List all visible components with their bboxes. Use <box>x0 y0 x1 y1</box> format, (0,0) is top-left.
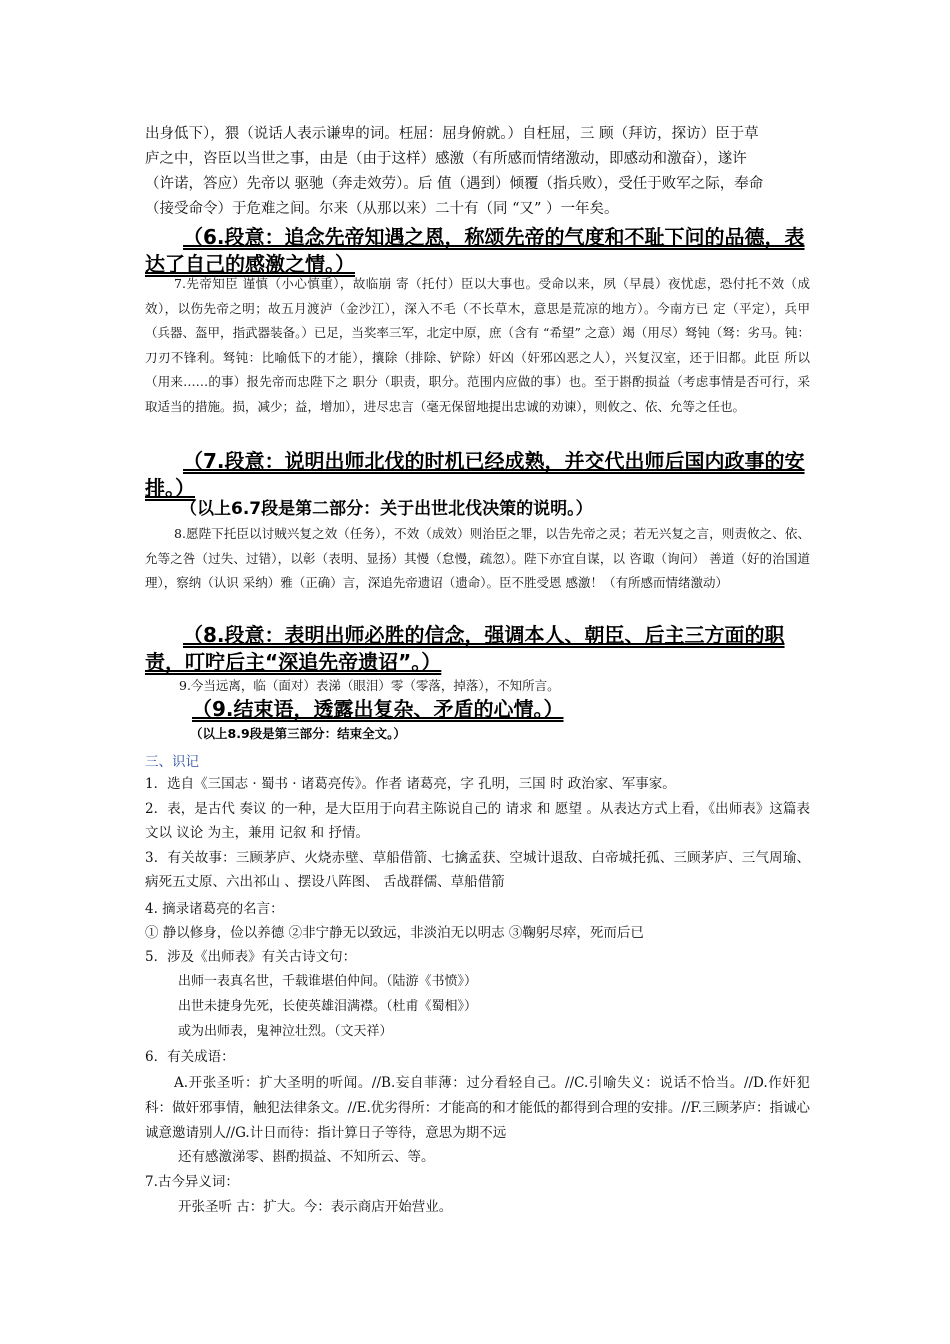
paragraph-8: 8.愿陛下托臣以讨贼兴复之效（任务），不效（成效）则治臣之罪，以告先帝之灵；若无兴复之言，则责攸之、依、允等之咎（过失、过错），以彰（表明、显扬）其慢（怠慢，疏忽）。陛下亦宜自谋，以 咨诹（询问） 善道（好的治国道理），察纳（认识 采纳）雅（正确）言，深追先帝遗诏（遗命）。臣不胜受恩 感激！（有所感而情绪激动） <box>145 526 810 590</box>
paragraph-6-line-3: （许诺，答应）先帝以 驱驰（奔走效劳）。后 值（遇到）倾覆（指兵败），受任于败军之际，奉命 <box>145 176 764 192</box>
memorize-item-7: 7.古今异义词： <box>145 1174 239 1190</box>
memorize-item-3: 3．有关故事：三顾茅庐、火烧赤壁、草船借箭、七擒孟获、空城计退敌、白帝城托孤、三顾茅庐、三气周瑜、病死五丈原、六出祁山 、摆设八阵图、 舌战群儒、草船借箭 <box>145 850 810 890</box>
part-3-note: （以上8.9段是第三部分：结束全文。） <box>190 726 406 741</box>
summary-8: （8.段意：表明出师必胜的信念，强调本人、朝臣、后主三方面的职责，叮咛后主“深追先帝遗诏”。） <box>145 623 785 674</box>
section-title-memorize: 三、识记 <box>145 754 199 770</box>
paragraph-6 <box>145 122 810 222</box>
idioms-extra: 还有感激涕零、斟酌损益、不知所云、等。 <box>178 1149 435 1165</box>
poem-line-2: 出世未捷身先死，长使英雄泪满襟。（杜甫《蜀相》） <box>178 999 478 1014</box>
summary-7: （7.段意：说明出师北伐的时机已经成熟，并交代出师后国内政事的安排。） <box>145 449 805 500</box>
summary-6: （6.段意：追念先帝知遇之恩，称颂先帝的气度和不耻下问的品德，表达了自己的感激之情。） <box>145 225 805 276</box>
memorize-item-6: 6．有关成语： <box>145 1049 235 1065</box>
memorize-item-1: 1．选自《三国志 · 蜀书 · 诸葛亮传》。作者 诸葛亮，字 孔明，三国 时 政治家、军事家。 <box>145 776 676 792</box>
memorize-item-2: 2．表，是古代 奏议 的一种，是大臣用于向君主陈说自己的 请求 和 愿望 。从表达方式上看，《出师表》这篇表文以 议论 为主，兼用 记叙 和 抒情。 <box>145 801 810 841</box>
poem-line-1: 出师一表真名世，千载谁堪伯仲间。（陆游《书愤》） <box>178 974 478 989</box>
idioms-list: A.开张圣听：扩大圣明的听闻。//B.妄自菲薄：过分看轻自己。//C.引喻失义：说话不恰当。//D.作奸犯科：做奸邪事情，触犯法律条文。//E.优劣得所：才能高的和才能低的都得到合理的安排。//F.三顾茅庐：指诚心诚意邀请别人//G.计日而待：指计算日子等待，意思为期不远 <box>145 1075 810 1141</box>
summary-9: （9.结束语，透露出复杂、矛盾的心情。） <box>192 697 564 721</box>
part-2-note: （以上6.7段是第二部分：关于出世北伐决策的说明。） <box>180 499 593 519</box>
quotes-list: ① 静以修身，俭以养德 ②非宁静无以致远，非淡泊无以明志 ③鞠躬尽瘁，死而后已 <box>145 925 644 941</box>
paragraph-6-line-1: 出身低下），猥（说话人表示谦卑的词。枉屈：屈身俯就。）自枉屈，三 顾（拜访，探访）臣于草 <box>145 126 759 142</box>
memorize-item-4: 4. 摘录诸葛亮的名言： <box>145 901 284 917</box>
paragraph-7: 7.先帝知臣 谨慎（小心慎重），故临崩 寄（托付）臣以大事也。受命以来，夙（早晨）夜忧虑，恐付托不效（成效），以伤先帝之明；故五月渡泸（金沙江），深入不毛（不长草木，意思是荒凉的地方）。今南方已 定（平定），兵甲（兵器、盔甲，指武器装备。）已足，当奖率三军，北定中原，庶（含有 “希望” 之意）竭（用尽）驽钝（驽：劣马。钝：刀刃不锋利。驽钝：比喻低下的才能），攘除（排除、铲除）奸凶（奸邪凶恶之人），兴复汉室，还于旧都。此臣 所以（用来……的事）报先帝而忠陛下之 职分（职责，职分。范围内应做的事）也。至于斟酌损益（考虑事情是否可行，采取适当的措施。损，减少；益，增加），进尽忠言（毫无保留地提出忠诚的劝谏），则攸之、依、允等之任也。 <box>145 276 810 414</box>
paragraph-6-line-4: （接受命令）于危难之间。尔来（从那以来）二十有（同 “又” ）一年矣。 <box>145 201 619 217</box>
ancient-modern-word: 开张圣听 古：扩大。今：表示商店开始营业。 <box>178 1199 453 1215</box>
paragraph-6-line-2: 庐之中，咨臣以当世之事，由是（由于这样）感激（有所感而情绪激动，即感动和激奋），遂许 <box>145 151 747 167</box>
poem-line-3: 或为出师表，鬼神泣壮烈。（文天祥） <box>178 1024 393 1039</box>
memorize-item-5: 5．涉及《出师表》有关古诗文句： <box>145 949 357 965</box>
paragraph-9: 9.今当远离，临（面对）表涕（眼泪）零（零落，掉落），不知所言。 <box>179 678 560 693</box>
